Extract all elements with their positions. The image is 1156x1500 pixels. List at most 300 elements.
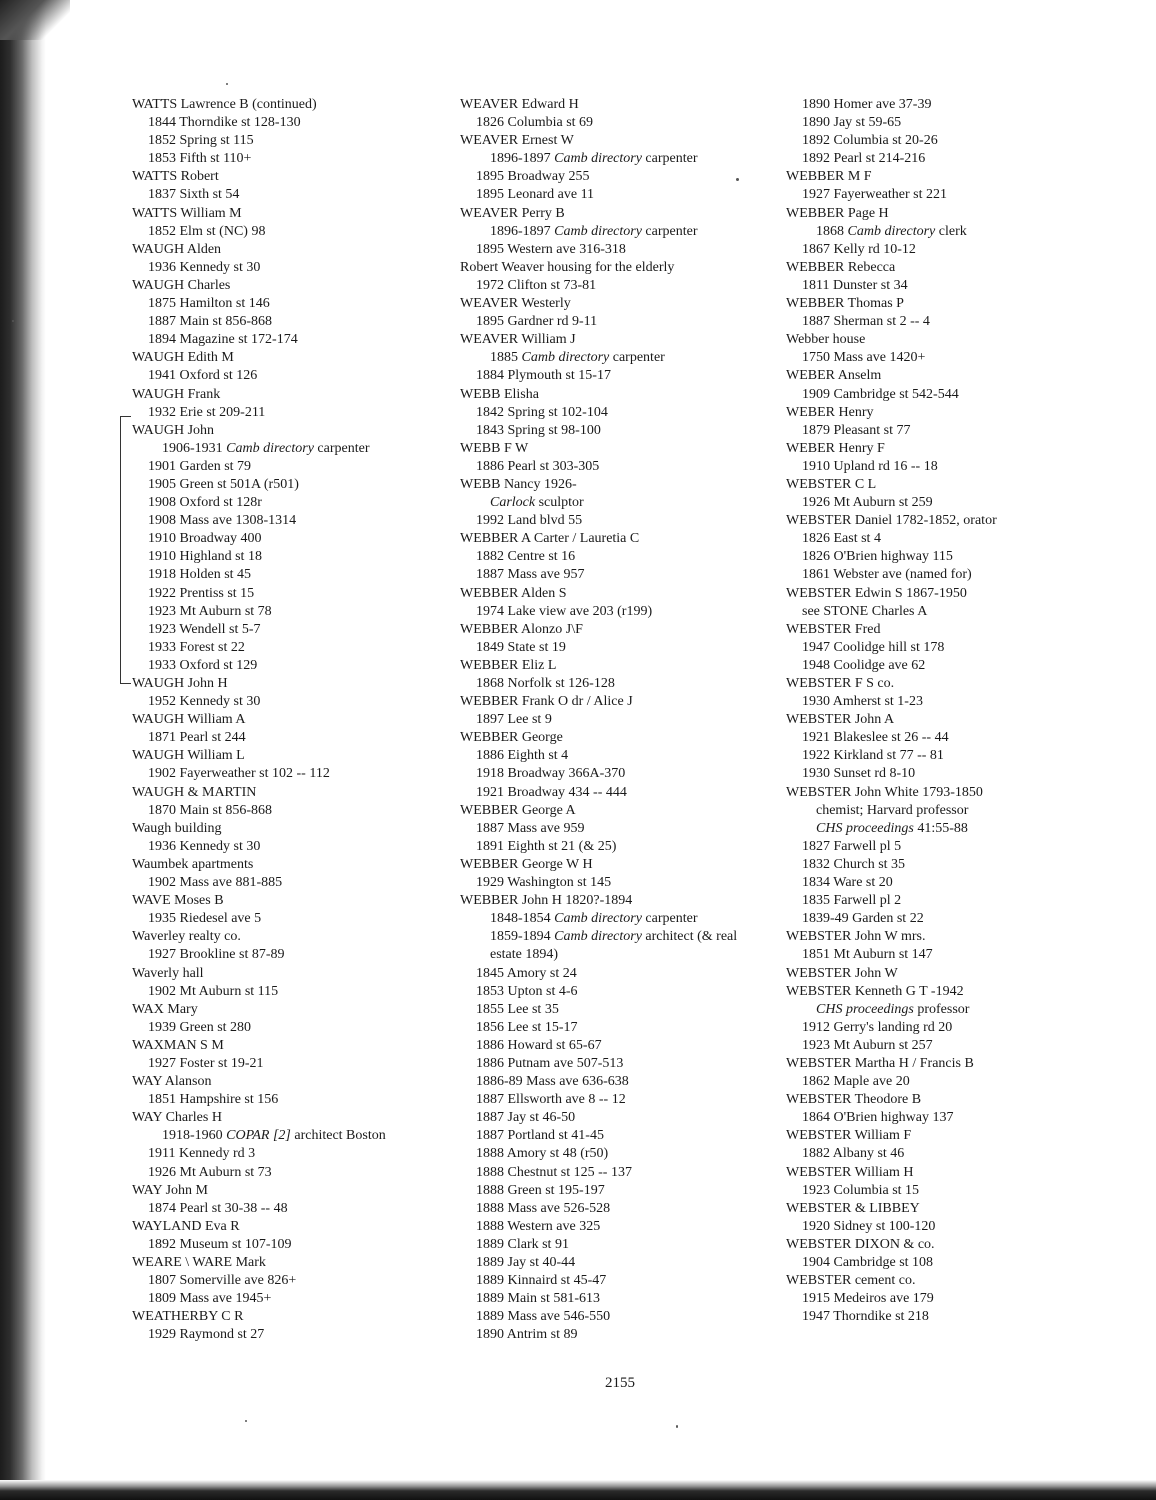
entry-address: 1889 Clark st 91 bbox=[476, 1236, 569, 1252]
entry-heading: Waumbek apartments bbox=[132, 856, 254, 872]
entry-address: 1941 Oxford st 126 bbox=[148, 368, 258, 384]
entry-heading: WAXMAN S M bbox=[132, 1037, 224, 1053]
directory-entry bbox=[132, 96, 432, 168]
entry-address: 1911 Kennedy rd 3 bbox=[148, 1146, 256, 1162]
entry-address: 1933 Forest st 22 bbox=[148, 639, 245, 655]
entry-address: 1852 Spring st 115 bbox=[148, 133, 254, 149]
entry-heading: WEAVER Edward H bbox=[460, 97, 579, 112]
entry-address: 1851 Mt Auburn st 147 bbox=[802, 947, 933, 963]
entry-address: 1895 Gardner rd 9-11 bbox=[476, 314, 598, 330]
directory-entry bbox=[786, 404, 1086, 440]
directory-entry bbox=[786, 367, 1086, 403]
entry-address: 1887 Portland st 41-45 bbox=[476, 1128, 604, 1144]
entry-heading: Webber house bbox=[786, 332, 866, 348]
directory-entry bbox=[786, 1164, 1086, 1200]
scan-speck bbox=[12, 320, 14, 322]
entry-address: 1909 Cambridge st 542-544 bbox=[802, 386, 959, 402]
entry-text: 1896-1897 bbox=[490, 223, 555, 239]
entry-address: 1935 Riedesel ave 5 bbox=[148, 911, 262, 927]
entry-address: 1892 Pearl st 214-216 bbox=[802, 151, 926, 167]
entry-address: 1870 Main st 856-868 bbox=[148, 802, 273, 818]
entry-address: 1908 Mass ave 1308-1314 bbox=[148, 513, 297, 529]
source-title: CHS proceedings bbox=[816, 820, 914, 836]
entry-heading: WEBSTER Fred bbox=[786, 621, 881, 637]
directory-entry bbox=[786, 168, 1086, 204]
entry-address: 1895 Broadway 255 bbox=[476, 169, 590, 185]
entry-heading: WEBBER A Carter / Lauretia C bbox=[460, 531, 640, 547]
directory-entry bbox=[132, 1109, 432, 1181]
directory-entry bbox=[460, 132, 780, 204]
directory-entry bbox=[786, 1236, 1086, 1272]
entry-address: 1889 Jay st 40-44 bbox=[476, 1255, 576, 1270]
entry-address: 1952 Kennedy st 30 bbox=[148, 694, 261, 710]
entry-text: architect Boston bbox=[290, 1128, 386, 1144]
entry-directory-line bbox=[460, 223, 780, 241]
entry-directory-line bbox=[132, 440, 432, 458]
entry-address: 1923 Columbia st 15 bbox=[802, 1182, 920, 1198]
entry-address: 1889 Main st 581-613 bbox=[476, 1291, 601, 1307]
source-title: Camb directory bbox=[554, 911, 642, 927]
entry-text: professor bbox=[913, 1001, 970, 1017]
entry-heading: Waugh building bbox=[132, 820, 222, 836]
entry-address: 1918 Holden st 45 bbox=[148, 567, 252, 583]
entry-address: 1926 Mt Auburn st 259 bbox=[802, 495, 933, 511]
entry-heading: WEBSTER John White 1793-1850 bbox=[786, 784, 983, 800]
entry-heading: WEBSTER & LIBBEY bbox=[786, 1200, 920, 1216]
scan-bottom-edge bbox=[0, 1480, 1156, 1500]
directory-entry bbox=[132, 711, 432, 747]
entry-address: 1890 Homer ave 37-39 bbox=[802, 97, 932, 112]
directory-entry bbox=[786, 331, 1086, 367]
entry-address: 1835 Farwell pl 2 bbox=[802, 893, 902, 909]
scan-speck bbox=[676, 1425, 678, 1428]
entry-address: 1936 Kennedy st 30 bbox=[148, 838, 261, 854]
entry-text: clerk bbox=[935, 223, 967, 239]
entry-directory-line bbox=[460, 928, 780, 946]
entry-heading: WAUGH John bbox=[132, 422, 215, 438]
entry-address: estate 1894) bbox=[490, 947, 559, 963]
entry-heading: Waverly hall bbox=[132, 965, 204, 981]
scan-edge-shadow bbox=[0, 0, 46, 1500]
entry-heading: WAVE Moses B bbox=[132, 893, 224, 909]
entry-heading: WEBBER Rebecca bbox=[786, 259, 896, 275]
entry-address: 1842 Spring st 102-104 bbox=[476, 404, 608, 420]
entry-address: 1922 Prentiss st 15 bbox=[148, 585, 255, 601]
entry-address: 1895 Leonard ave 11 bbox=[476, 187, 595, 203]
entry-address: 1922 Kirkland st 77 -- 81 bbox=[802, 748, 944, 764]
entry-address: 1897 Lee st 9 bbox=[476, 712, 552, 728]
directory-entry bbox=[460, 440, 780, 476]
entry-directory-line bbox=[460, 494, 780, 512]
entry-heading: WEBBER George W H bbox=[460, 856, 593, 872]
entry-address: 1886 Pearl st 303-305 bbox=[476, 458, 600, 474]
directory-entry bbox=[132, 856, 432, 892]
entry-address: 1895 Western ave 316-318 bbox=[476, 241, 626, 257]
entry-text: 1868 bbox=[816, 223, 848, 239]
entry-address: 1750 Mass ave 1420+ bbox=[802, 350, 926, 366]
entry-address: 1826 East st 4 bbox=[802, 531, 881, 547]
directory-entry bbox=[786, 1091, 1086, 1127]
entry-address: 1879 Pleasant st 77 bbox=[802, 422, 911, 438]
entry-text: 1906-1931 bbox=[162, 440, 227, 456]
entry-heading: WEBBER John H 1820?-1894 bbox=[460, 893, 633, 909]
entry-address: 1827 Farwell pl 5 bbox=[802, 838, 902, 854]
entry-address: 1972 Clifton st 73-81 bbox=[476, 277, 597, 293]
entry-address: 1845 Amory st 24 bbox=[476, 965, 577, 981]
entry-address: 1832 Church st 35 bbox=[802, 856, 906, 872]
directory-entry bbox=[132, 965, 432, 1001]
entry-heading: WAUGH Frank bbox=[132, 386, 221, 402]
entry-text: carpenter bbox=[641, 151, 698, 167]
entry-text: 41:55-88 bbox=[913, 820, 968, 836]
entry-heading: WEBB F W bbox=[460, 440, 529, 456]
directory-entry bbox=[132, 277, 432, 349]
entry-directory-line bbox=[786, 223, 1086, 241]
directory-entry bbox=[460, 693, 780, 729]
source-title: Carlock bbox=[490, 495, 536, 511]
directory-entry bbox=[786, 1272, 1086, 1326]
directory-entry bbox=[132, 1308, 432, 1344]
directory-entry bbox=[460, 259, 780, 295]
entry-address: see STONE Charles A bbox=[802, 603, 928, 619]
entry-address: 1867 Kelly rd 10-12 bbox=[802, 241, 916, 257]
entry-heading: Waverley realty co. bbox=[132, 929, 241, 945]
entry-heading: WEBER Henry bbox=[786, 404, 874, 420]
entry-text: carpenter bbox=[641, 911, 698, 927]
entry-address: 1886 Eighth st 4 bbox=[476, 748, 569, 764]
directory-entry bbox=[132, 1182, 432, 1218]
entry-address: 1939 Green st 280 bbox=[148, 1019, 252, 1035]
directory-column-1 bbox=[132, 96, 432, 1344]
entry-address: 1875 Hamilton st 146 bbox=[148, 296, 270, 312]
directory-entry bbox=[460, 657, 780, 693]
entry-heading: WEBBER Page H bbox=[786, 205, 889, 221]
entry-heading: WEBSTER DIXON & co. bbox=[786, 1236, 935, 1252]
page-number: 2155 bbox=[605, 1375, 635, 1391]
entry-heading: WEBSTER Theodore B bbox=[786, 1092, 922, 1108]
entry-heading: WEAVER Perry B bbox=[460, 205, 565, 221]
entry-address: 1871 Pearl st 244 bbox=[148, 730, 246, 746]
directory-entry bbox=[786, 295, 1086, 331]
entry-address: 1862 Maple ave 20 bbox=[802, 1074, 910, 1090]
directory-entry bbox=[460, 96, 780, 132]
directory-entry bbox=[786, 96, 1086, 168]
entry-address: 1856 Lee st 15-17 bbox=[476, 1019, 578, 1035]
entry-heading: WEBBER Frank O dr / Alice J bbox=[460, 694, 633, 710]
entry-heading: WAUGH William A bbox=[132, 712, 246, 728]
source-title: Camb directory bbox=[554, 223, 642, 239]
entry-address: 1826 O'Brien highway 115 bbox=[802, 549, 953, 565]
entry-address: 1888 Mass ave 526-528 bbox=[476, 1200, 611, 1216]
entry-address: 1930 Sunset rd 8-10 bbox=[802, 766, 916, 782]
entry-heading: WATTS Robert bbox=[132, 169, 219, 185]
entry-heading: WEBBER George bbox=[460, 730, 563, 746]
entry-address: 1888 Western ave 325 bbox=[476, 1218, 601, 1234]
entry-address: 1947 Coolidge hill st 178 bbox=[802, 639, 945, 655]
entry-heading: WAUGH Charles bbox=[132, 277, 231, 293]
scan-speck bbox=[226, 83, 228, 85]
directory-entry bbox=[786, 512, 1086, 584]
entry-address: 1888 Green st 195-197 bbox=[476, 1182, 605, 1198]
entry-address: 1923 Mt Auburn st 78 bbox=[148, 603, 272, 619]
entry-address: 1849 State st 19 bbox=[476, 639, 566, 655]
entry-directory-line bbox=[786, 1001, 1086, 1019]
entry-heading: WEBB Nancy 1926- bbox=[460, 476, 577, 492]
entry-text: carpenter bbox=[313, 440, 370, 456]
source-title: CHS proceedings bbox=[816, 1001, 914, 1017]
entry-address: 1936 Kennedy st 30 bbox=[148, 259, 261, 275]
directory-entry bbox=[132, 1254, 432, 1308]
directory-entry bbox=[786, 675, 1086, 711]
entry-heading: WEBBER Alden S bbox=[460, 585, 567, 601]
entry-address: 1874 Pearl st 30-38 -- 48 bbox=[148, 1200, 288, 1216]
entry-heading: WAUGH Alden bbox=[132, 241, 222, 257]
entry-address: 1886-89 Mass ave 636-638 bbox=[476, 1074, 629, 1090]
entry-directory-line bbox=[460, 150, 780, 168]
entry-text: 1918-1960 bbox=[162, 1128, 227, 1144]
entry-address: 1844 Thorndike st 128-130 bbox=[148, 115, 301, 131]
directory-entry bbox=[786, 621, 1086, 675]
directory-entry bbox=[786, 711, 1086, 783]
directory-entry bbox=[132, 892, 432, 928]
entry-heading: WAX Mary bbox=[132, 1001, 198, 1017]
entry-address: 1910 Upland rd 16 -- 18 bbox=[802, 458, 938, 474]
entry-address: 1923 Wendell st 5-7 bbox=[148, 621, 261, 637]
entry-heading: WAUGH Edith M bbox=[132, 350, 234, 366]
entry-text: carpenter bbox=[609, 350, 665, 366]
directory-entry bbox=[460, 205, 780, 259]
directory-entry bbox=[132, 205, 432, 241]
entry-text: 1896-1897 bbox=[490, 151, 555, 167]
entry-address: 1864 O'Brien highway 137 bbox=[802, 1110, 954, 1126]
entry-address: 1923 Mt Auburn st 257 bbox=[802, 1037, 933, 1053]
entry-text: carpenter bbox=[641, 223, 698, 239]
entry-address: 1853 Upton st 4-6 bbox=[476, 983, 578, 999]
entry-heading: WATTS William M bbox=[132, 205, 242, 221]
entry-heading: WEBSTER William H bbox=[786, 1164, 914, 1180]
entry-heading: WEBBER M F bbox=[786, 169, 872, 185]
entry-heading: WEARE \ WARE Mark bbox=[132, 1255, 266, 1270]
entry-directory-line bbox=[460, 910, 780, 928]
entry-address: 1889 Kinnaird st 45-47 bbox=[476, 1273, 607, 1289]
entry-address: 1887 Mass ave 959 bbox=[476, 820, 585, 836]
entry-heading: WEBSTER John W mrs. bbox=[786, 929, 926, 945]
directory-entry bbox=[460, 621, 780, 657]
entry-address: 1839-49 Garden st 22 bbox=[802, 911, 924, 927]
entry-heading: WEBSTER Edwin S 1867-1950 bbox=[786, 585, 967, 601]
directory-entry bbox=[460, 295, 780, 331]
entry-address: 1861 Webster ave (named for) bbox=[802, 567, 972, 583]
directory-entry bbox=[132, 1218, 432, 1254]
entry-address: 1927 Fayerweather st 221 bbox=[802, 187, 948, 203]
entry-heading: WEAVER Ernest W bbox=[460, 133, 574, 149]
entry-address: 1888 Chestnut st 125 -- 137 bbox=[476, 1164, 632, 1180]
entry-heading: Robert Weaver housing for the elderly bbox=[460, 259, 675, 275]
entry-address: 1843 Spring st 98-100 bbox=[476, 422, 601, 438]
entry-address: 1886 Putnam ave 507-513 bbox=[476, 1055, 624, 1071]
entry-heading: WEBER Anselm bbox=[786, 368, 882, 384]
entry-directory-line bbox=[132, 1127, 432, 1145]
directory-entry bbox=[460, 530, 780, 584]
entry-address: 1887 Mass ave 957 bbox=[476, 567, 585, 583]
directory-entry bbox=[460, 802, 780, 856]
entry-address: 1930 Amherst st 1-23 bbox=[802, 694, 923, 710]
entry-address: 1811 Dunster st 34 bbox=[802, 277, 908, 293]
entry-heading: WAY Charles H bbox=[132, 1110, 222, 1126]
entry-address: 1887 Ellsworth ave 8 -- 12 bbox=[476, 1092, 626, 1108]
entry-address: 1902 Mass ave 881-885 bbox=[148, 875, 283, 891]
entry-address: 1933 Oxford st 129 bbox=[148, 657, 258, 673]
source-title: Camb directory bbox=[554, 151, 642, 167]
entry-address: 1902 Mt Auburn st 115 bbox=[148, 983, 279, 999]
entry-address: 1892 Museum st 107-109 bbox=[148, 1236, 292, 1252]
entry-address: 1868 Norfolk st 126-128 bbox=[476, 676, 615, 691]
entry-address: 1890 Antrim st 89 bbox=[476, 1327, 578, 1343]
entry-address: 1882 Albany st 46 bbox=[802, 1146, 905, 1162]
entry-heading: WEBBER Thomas P bbox=[786, 296, 904, 312]
entry-heading: WEBSTER William F bbox=[786, 1128, 912, 1144]
entry-address: 1921 Broadway 434 -- 444 bbox=[476, 784, 627, 800]
entry-address: 1948 Coolidge ave 62 bbox=[802, 657, 926, 673]
entry-heading: WAY Alanson bbox=[132, 1074, 212, 1090]
entry-address: 1921 Blakeslee st 26 -- 44 bbox=[802, 730, 949, 746]
entry-text: 1859-1894 bbox=[490, 929, 555, 945]
entry-address: 1807 Somerville ave 826+ bbox=[148, 1273, 297, 1289]
entry-text: 1885 bbox=[490, 350, 522, 366]
directory-entry bbox=[132, 1073, 432, 1109]
entry-heading: WEAVER Westerly bbox=[460, 296, 571, 312]
margin-bracket bbox=[120, 416, 131, 684]
entry-address: 1902 Fayerweather st 102 -- 112 bbox=[148, 766, 330, 782]
source-title: Camb directory bbox=[226, 440, 314, 456]
directory-entry bbox=[786, 476, 1086, 512]
entry-address: 1890 Jay st 59-65 bbox=[802, 115, 902, 131]
directory-entry bbox=[132, 747, 432, 783]
directory-entry bbox=[786, 205, 1086, 259]
entry-address: 1912 Gerry's landing rd 20 bbox=[802, 1019, 953, 1035]
entry-text: architect (& real bbox=[641, 929, 738, 945]
directory-column-2 bbox=[460, 96, 780, 1344]
entry-address: 1809 Mass ave 1945+ bbox=[148, 1291, 272, 1307]
entry-address: 1910 Highland st 18 bbox=[148, 549, 262, 565]
directory-entry bbox=[132, 422, 432, 675]
directory-entry bbox=[132, 386, 432, 422]
scan-speck bbox=[245, 1420, 247, 1422]
directory-entry bbox=[132, 784, 432, 820]
entry-address: 1887 Main st 856-868 bbox=[148, 314, 273, 330]
entry-heading: WEBB Elisha bbox=[460, 386, 539, 402]
directory-entry bbox=[786, 983, 1086, 1055]
entry-heading: WAUGH & MARTIN bbox=[132, 784, 257, 800]
directory-entry bbox=[786, 1055, 1086, 1091]
entry-address: 1853 Fifth st 110+ bbox=[148, 151, 252, 167]
entry-heading: WEATHERBY C R bbox=[132, 1309, 244, 1325]
directory-entry bbox=[460, 892, 780, 1344]
entry-address: 1887 Jay st 46-50 bbox=[476, 1110, 576, 1126]
entry-address: 1904 Cambridge st 108 bbox=[802, 1255, 934, 1270]
entry-heading: WAY John M bbox=[132, 1182, 208, 1198]
entry-address: 1901 Garden st 79 bbox=[148, 458, 252, 474]
entry-directory-line bbox=[460, 349, 780, 367]
entry-address: 1929 Raymond st 27 bbox=[148, 1327, 265, 1343]
entry-heading: WEBBER George A bbox=[460, 802, 576, 818]
directory-entry bbox=[132, 241, 432, 277]
directory-entry bbox=[132, 820, 432, 856]
entry-address: 1894 Magazine st 172-174 bbox=[148, 332, 298, 348]
entry-heading: WATTS Lawrence B (continued) bbox=[132, 97, 317, 112]
entry-heading: WAUGH William L bbox=[132, 748, 245, 764]
directory-entry bbox=[132, 675, 432, 711]
entry-address: 1927 Brookline st 87-89 bbox=[148, 947, 285, 963]
source-title: COPAR [2] bbox=[226, 1128, 291, 1144]
entry-address: 1826 Columbia st 69 bbox=[476, 115, 594, 131]
directory-entry bbox=[132, 928, 432, 964]
directory-entry bbox=[460, 331, 780, 385]
entry-heading: WEBSTER John W bbox=[786, 965, 898, 981]
entry-address: 1855 Lee st 35 bbox=[476, 1001, 559, 1017]
entry-directory-line bbox=[786, 820, 1086, 838]
entry-address: 1889 Mass ave 546-550 bbox=[476, 1309, 611, 1325]
entry-address: 1891 Eighth st 21 (& 25) bbox=[476, 838, 617, 854]
entry-address: 1927 Foster st 19-21 bbox=[148, 1055, 264, 1071]
entry-text: 1848-1854 bbox=[490, 911, 555, 927]
directory-column-3 bbox=[786, 96, 1086, 1326]
entry-address: 1915 Medeiros ave 179 bbox=[802, 1291, 934, 1307]
directory-entry bbox=[786, 965, 1086, 983]
entry-address: 1932 Erie st 209-211 bbox=[148, 404, 266, 420]
source-title: Camb directory bbox=[521, 350, 610, 366]
directory-entry bbox=[786, 928, 1086, 964]
entry-address: 1852 Elm st (NC) 98 bbox=[148, 223, 266, 239]
source-title: Camb directory bbox=[554, 929, 642, 945]
entry-heading: WAUGH John H bbox=[132, 676, 228, 691]
entry-address: 1974 Lake view ave 203 (r199) bbox=[476, 603, 653, 619]
entry-address: 1884 Plymouth st 15-17 bbox=[476, 368, 611, 384]
entry-address: 1929 Washington st 145 bbox=[476, 875, 612, 891]
directory-entry bbox=[132, 349, 432, 385]
entry-address: 1947 Thorndike st 218 bbox=[802, 1309, 929, 1325]
entry-heading: WEBSTER Martha H / Francis B bbox=[786, 1055, 974, 1071]
entry-heading: WEBBER Alonzo J\F bbox=[460, 621, 583, 637]
entry-address: 1905 Green st 501A (r501) bbox=[148, 476, 299, 492]
directory-entry bbox=[460, 585, 780, 621]
directory-entry bbox=[786, 585, 1086, 621]
entry-heading: WEBBER Eliz L bbox=[460, 657, 557, 673]
entry-address: 1910 Broadway 400 bbox=[148, 531, 262, 547]
directory-entry bbox=[786, 1200, 1086, 1236]
source-title: Camb directory bbox=[847, 223, 936, 239]
entry-heading: WEBSTER Daniel 1782-1852, orator bbox=[786, 513, 997, 529]
entry-address: 1918 Broadway 366A-370 bbox=[476, 766, 626, 782]
directory-entry bbox=[460, 856, 780, 892]
entry-address: 1888 Amory st 48 (r50) bbox=[476, 1146, 609, 1162]
entry-heading: WAYLAND Eva R bbox=[132, 1218, 240, 1234]
entry-address: 1886 Howard st 65-67 bbox=[476, 1037, 602, 1053]
directory-entry bbox=[786, 784, 1086, 929]
entry-address: 1887 Sherman st 2 -- 4 bbox=[802, 314, 930, 330]
entry-heading: WEBSTER Kenneth G T -1942 bbox=[786, 983, 964, 999]
directory-entry bbox=[786, 1127, 1086, 1163]
entry-address: 1908 Oxford st 128r bbox=[148, 495, 262, 511]
entry-address: 1851 Hampshire st 156 bbox=[148, 1092, 279, 1108]
entry-heading: WEBER Henry F bbox=[786, 440, 885, 456]
entry-address: 1834 Ware st 20 bbox=[802, 875, 893, 891]
scan-corner-shadow bbox=[0, 0, 70, 40]
directory-entry bbox=[132, 1001, 432, 1037]
entry-heading: WEAVER William J bbox=[460, 332, 576, 348]
entry-address: chemist; Harvard professor bbox=[816, 802, 969, 818]
entry-heading: WEBSTER C L bbox=[786, 476, 877, 492]
